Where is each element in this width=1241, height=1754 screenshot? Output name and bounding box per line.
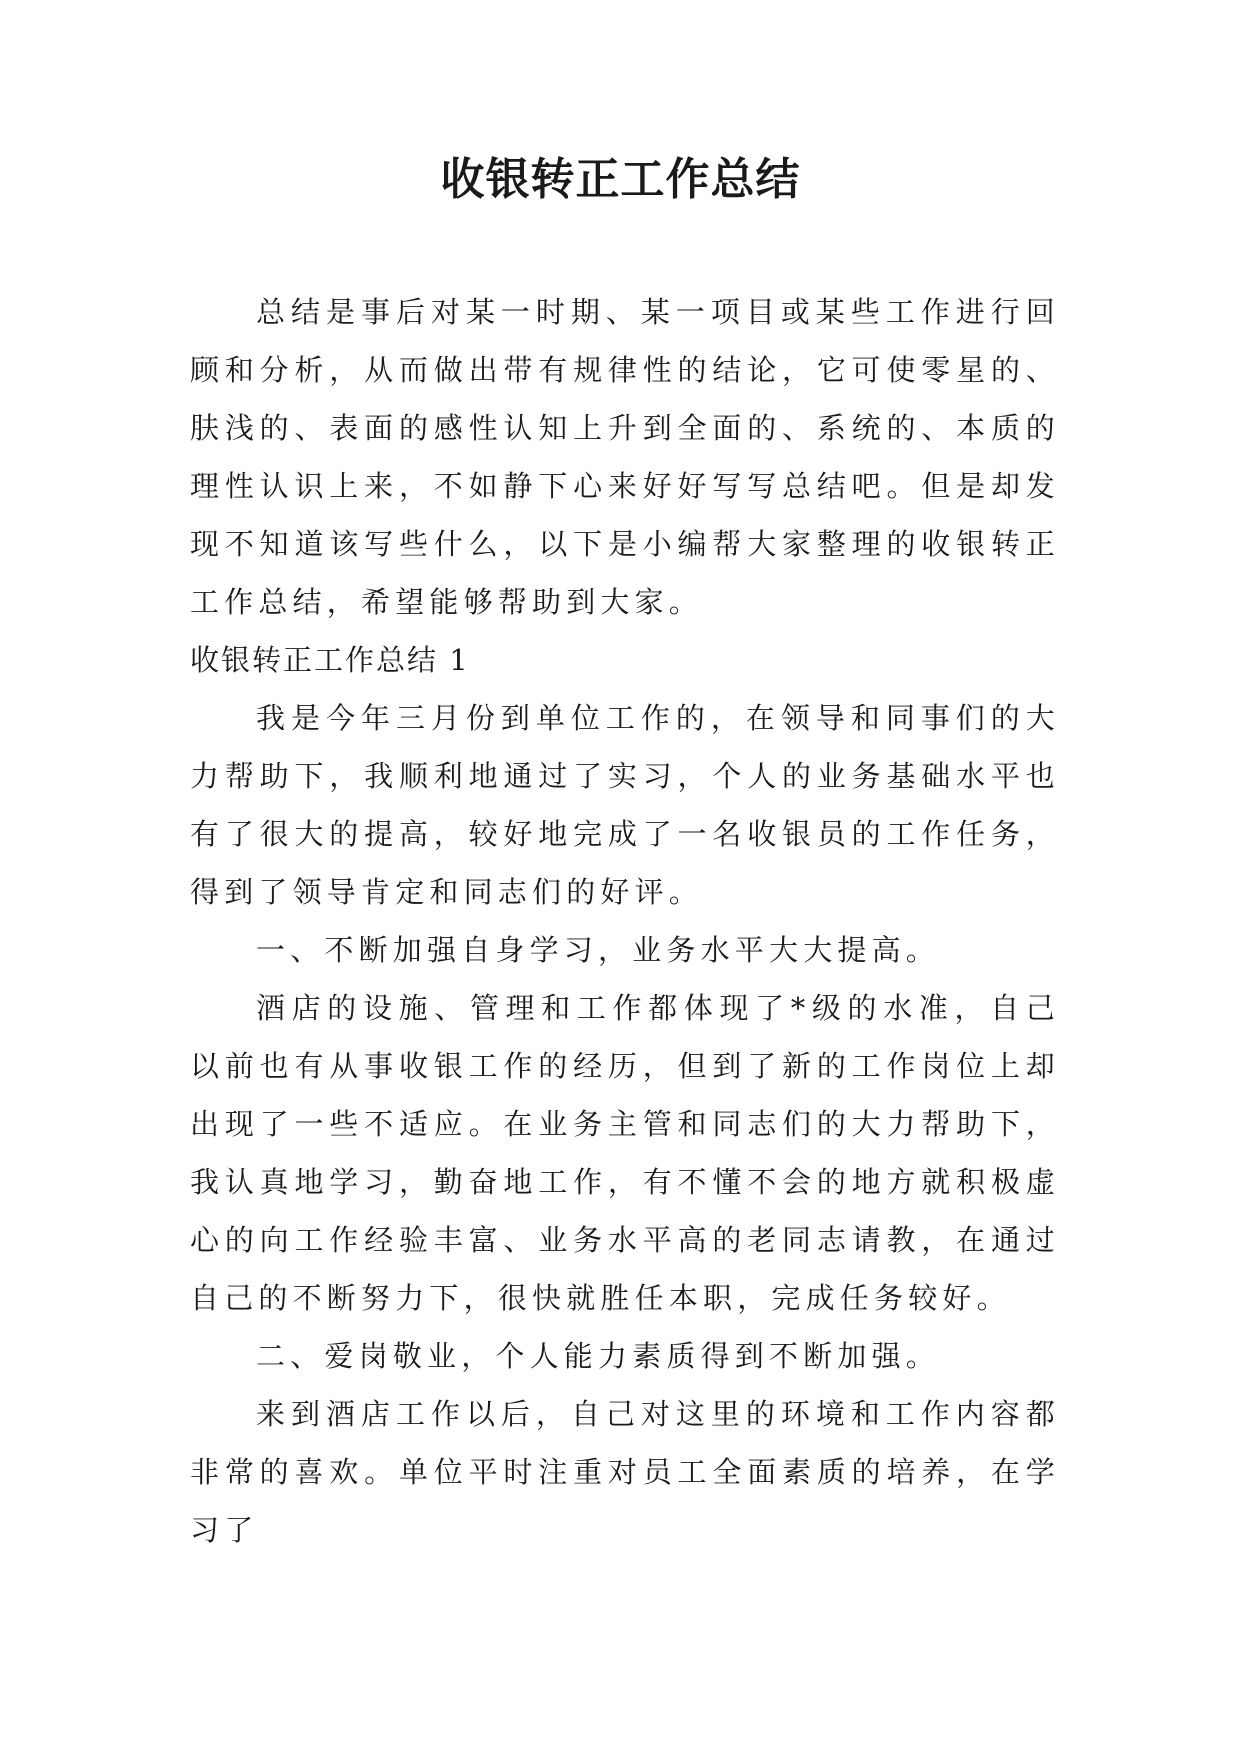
document-body bbox=[190, 283, 1060, 1559]
body-paragraph-3: 来到酒店工作以后，自己对这里的环境和工作内容都非常的喜欢。单位平时注重对员工全面素质的培养，在学习了 bbox=[190, 1397, 1060, 1547]
section-heading: 收银转正工作总结 1 bbox=[190, 643, 470, 677]
document-title: 收银转正工作总结 bbox=[440, 154, 801, 205]
intro-paragraph: 总结是事后对某一时期、某一项目或某些工作进行回顾和分析，从而做出带有规律性的结论，它可使零星的、肤浅的、表面的感性认知上升到全面的、系统的、本质的理性认识上来，不如静下心来好好写写总结吧。但是却发现不知道该写些什么，以下是小编帮大家整理的收银转正工作总结，希望能够帮助到大家。 bbox=[190, 295, 1060, 619]
point-heading-1: 一、不断加强自身学习，业务水平大大提高。 bbox=[256, 933, 941, 967]
body-paragraph-2: 酒店的设施、管理和工作都体现了*级的水准，自己以前也有从事收银工作的经历，但到了新的工作岗位上却出现了一些不适应。在业务主管和同志们的大力帮助下，我认真地学习，勤奋地工作，有不懂不会的地方就积极虚心的向工作经验丰富、业务水平高的老同志请教，在通过自己的不断努力下，很快就胜任本职，完成任务较好。 bbox=[190, 991, 1060, 1315]
point-heading-2: 二、爱岗敬业，个人能力素质得到不断加强。 bbox=[256, 1339, 941, 1373]
body-paragraph-1: 我是今年三月份到单位工作的，在领导和同事们的大力帮助下，我顺利地通过了实习，个人的业务基础水平也有了很大的提高，较好地完成了一名收银员的工作任务，得到了领导肯定和同志们的好评。 bbox=[190, 701, 1060, 909]
